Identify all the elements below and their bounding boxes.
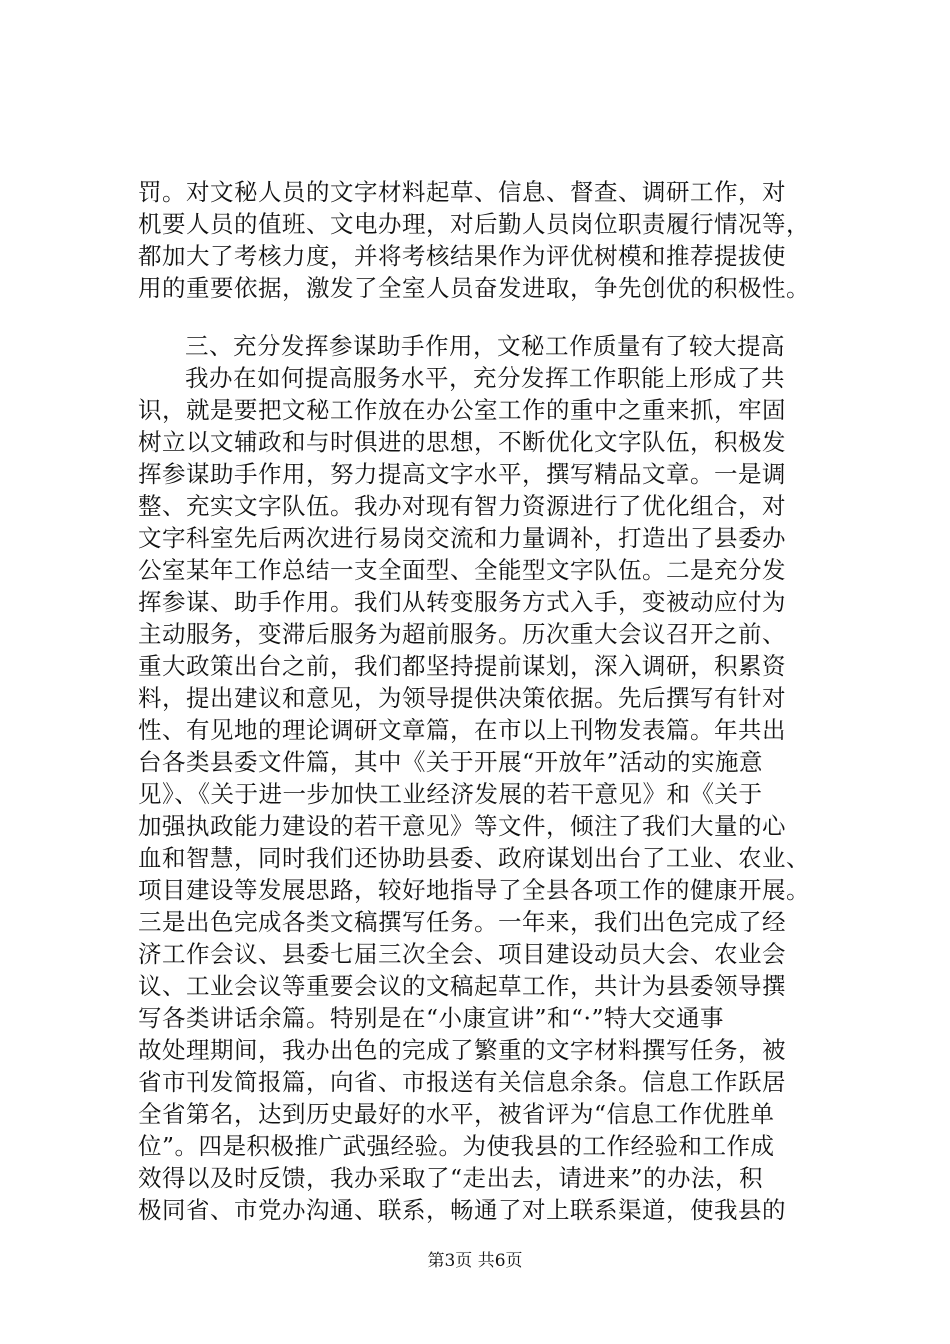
paragraph-continued [138,176,838,304]
text-line: 性、有见地的理论调研文章篇，在市以上刊物发表篇。年共出 [138,716,786,744]
text-line: 见》、《关于进一步加快工业经济发展的若干意见》和《关于 [138,780,763,808]
text-line: 血和智慧，同时我们还协助县委、政府谋划出台了工业、农业、 [138,844,810,872]
text-line: 罚。对文秘人员的文字材料起草、信息、督查、调研工作，对 [138,178,786,206]
text-line: 文字科室先后两次进行易岗交流和力量调补，打造出了县委办 [138,524,786,552]
text-line: 主动服务，变滞后服务为超前服务。历次重大会议召开之前、 [138,620,786,648]
text-line: 济工作会议、县委七届三次全会、项目建设动员大会、农业会 [138,940,786,968]
text-line: 料，提出建议和意见，为领导提供决策依据。先后撰写有针对 [138,684,786,712]
text-line: 位”。四是积极推广武强经验。为使我县的工作经验和工作成 [138,1132,775,1160]
text-line: 重大政策出台之前，我们都坚持提前谋划，深入调研，积累资 [138,652,786,680]
text-line: 挥参谋助手作用，努力提高文字水平，撰写精品文章。一是调 [138,460,786,488]
text-line: 项目建设等发展思路，较好地指导了全县各项工作的健康开展。 [138,876,810,904]
page-footer [0,1250,950,1272]
section-heading: 三、充分发挥参谋助手作用，文秘工作质量有了较大提高 [185,332,785,360]
text-line: 台各类县委文件篇，其中《关于开展“开放年”活动的实施意 [138,748,764,776]
text-line: 加强执政能力建设的若干意见》等文件，倾注了我们大量的心 [138,812,786,840]
text-line: 用的重要依据，激发了全室人员奋发进取，争先创优的积极性。 [138,274,810,302]
text-line: 机要人员的值班、文电办理，对后勤人员岗位职责履行情况等， [138,210,810,238]
text-line: 效得以及时反馈，我办采取了“走出去，请进来”的办法，积 [138,1164,764,1192]
text-line: 识，就是要把文秘工作放在办公室工作的重中之重来抓，牢固 [138,396,786,424]
text-line: 我办在如何提高服务水平，充分发挥工作职能上形成了共 [185,364,785,392]
text-line: 三是出色完成各类文稿撰写任务。一年来，我们出色完成了经 [138,908,786,936]
text-line: 极同省、市党办沟通、联系，畅通了对上联系渠道，使我县的 [138,1196,786,1224]
page-indicator: 第3页 共6页 [427,1251,523,1271]
text-line: 写各类讲话余篇。特别是在“小康宣讲”和“·”特大交通事 [138,1004,725,1032]
text-line: 省市刊发简报篇，向省、市报送有关信息余条。信息工作跃居 [138,1068,786,1096]
text-line: 都加大了考核力度，并将考核结果作为评优树模和推荐提拔使 [138,242,786,270]
text-line: 公室某年工作总结一支全面型、全能型文字队伍。二是充分发 [138,556,786,584]
text-line: 树立以文辅政和与时俱进的思想，不断优化文字队伍，积极发 [138,428,786,456]
text-line: 故处理期间，我办出色的完成了繁重的文字材料撰写任务，被 [138,1036,786,1064]
text-line: 全省第名，达到历史最好的水平，被省评为“信息工作优胜单 [138,1100,775,1128]
text-line: 议、工业会议等重要会议的文稿起草工作，共计为县委领导撰 [138,972,786,1000]
text-line: 挥参谋、助手作用。我们从转变服务方式入手，变被动应付为 [138,588,786,616]
text-line: 整、充实文字队伍。我办对现有智力资源进行了优化组合，对 [138,492,786,520]
section-three [138,330,838,1226]
